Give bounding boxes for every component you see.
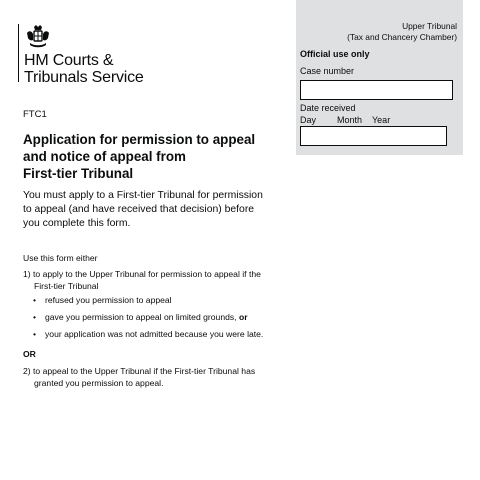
bullet-or-emphasis: or [238,312,248,322]
bullet-icon: • [33,312,37,322]
bullet-text: your application was not admitted because you were late. [45,329,264,339]
tribunal-line-1: Upper Tribunal [402,21,457,31]
tribunal-name [347,21,457,42]
option-1-line-1: 1) to apply to the Upper Tribunal for permission to appeal if the [23,269,261,279]
title-line-1: Application for permission to appeal [23,132,256,147]
lead-line-1: You must apply to a First-tier Tribunal for permission [23,190,263,201]
use-form-intro: Use this form either [23,253,98,263]
bullet-icon: • [33,295,37,305]
date-parts-labels [300,115,390,125]
date-year-label: Year [372,115,391,125]
official-use-panel [296,0,463,155]
date-month-label: Month [337,115,363,125]
option-2-line-1: 2) to appeal to the Upper Tribunal if the First-tier Tribunal has [23,366,256,376]
or-separator: OR [23,349,36,359]
royal-crest-icon [25,24,51,50]
case-number-label: Case number [300,66,355,76]
logo-wordmark [24,52,144,86]
date-received-label: Date received [300,103,356,113]
date-received-field[interactable] [300,126,447,146]
lead-line-2: to appeal (and have received that decision) before [23,204,255,215]
option-2 [23,365,298,389]
bullet-item [23,328,263,340]
bullet-item [23,294,263,306]
page-title [23,131,293,182]
option-1 [23,268,298,292]
bullet-text: gave you permission to appeal on limited grounds, [45,312,239,322]
option-1-line-2: First-tier Tribunal [34,281,99,291]
title-line-3: First-tier Tribunal [23,166,134,181]
title-line-2: and notice of appeal from [23,149,186,164]
bullet-icon: • [33,329,37,339]
lead-line-3: you complete this form. [23,218,131,229]
tribunal-line-2: (Tax and Chancery Chamber) [347,31,457,42]
option-1-bullets [23,294,263,345]
form-code: FTC1 [23,109,47,120]
lead-paragraph [23,189,298,231]
official-use-heading: Official use only [300,49,370,59]
date-day-label: Day [300,115,317,125]
option-2-line-2: granted you permission to appeal. [34,378,164,388]
logo-line-2: Tribunals Service [24,69,144,86]
logo-divider [18,24,19,82]
bullet-text: refused you permission to appeal [45,295,172,305]
logo-line-1: HM Courts & [24,52,114,69]
case-number-field[interactable] [300,80,453,100]
bullet-item [23,311,263,323]
